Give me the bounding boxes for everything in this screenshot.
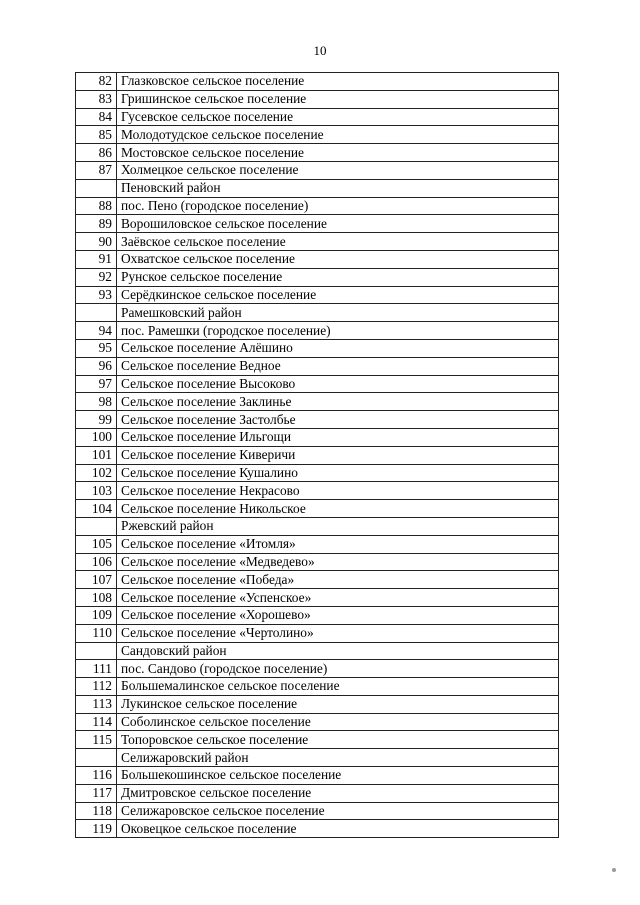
district-heading-row	[76, 749, 559, 767]
row-number: 88	[76, 197, 117, 215]
row-number: 86	[76, 144, 117, 162]
settlement-row	[76, 589, 559, 607]
row-number	[76, 517, 117, 535]
settlement-row	[76, 784, 559, 802]
settlement-row	[76, 802, 559, 820]
settlement-row	[76, 624, 559, 642]
row-number: 96	[76, 357, 117, 375]
settlements-table-body	[76, 73, 559, 838]
settlement-name: Рунское сельское поселение	[117, 268, 559, 286]
settlements-table	[75, 72, 559, 838]
settlement-name: Лукинское сельское поселение	[117, 695, 559, 713]
settlement-row	[76, 660, 559, 678]
row-number: 98	[76, 393, 117, 411]
row-number: 83	[76, 90, 117, 108]
row-number: 95	[76, 339, 117, 357]
settlement-row	[76, 322, 559, 340]
settlement-row	[76, 108, 559, 126]
settlement-name: Селижаровское сельское поселение	[117, 802, 559, 820]
row-number: 106	[76, 553, 117, 571]
settlement-name: Оковецкое сельское поселение	[117, 820, 559, 838]
settlement-name: Сельское поселение Заклинье	[117, 393, 559, 411]
row-number: 103	[76, 482, 117, 500]
row-number: 100	[76, 428, 117, 446]
settlement-row	[76, 695, 559, 713]
settlement-row	[76, 446, 559, 464]
district-name: Селижаровский район	[117, 749, 559, 767]
row-number: 117	[76, 784, 117, 802]
settlement-name: Сельское поселение «Хорошево»	[117, 606, 559, 624]
settlement-name: Сельское поселение «Медведево»	[117, 553, 559, 571]
row-number: 92	[76, 268, 117, 286]
settlement-name: Серёдкинское сельское поселение	[117, 286, 559, 304]
settlement-name: Охватское сельское поселение	[117, 250, 559, 268]
settlement-row	[76, 713, 559, 731]
row-number: 91	[76, 250, 117, 268]
district-name: Пеновский район	[117, 179, 559, 197]
settlement-name: Дмитровское сельское поселение	[117, 784, 559, 802]
settlement-row	[76, 90, 559, 108]
settlement-name: Гусевское сельское поселение	[117, 108, 559, 126]
district-heading-row	[76, 179, 559, 197]
settlement-row	[76, 767, 559, 785]
row-number: 87	[76, 161, 117, 179]
row-number: 90	[76, 233, 117, 251]
settlement-name: Большекошинское сельское поселение	[117, 767, 559, 785]
settlement-name: Сельское поселение Алёшино	[117, 339, 559, 357]
settlement-name: Сельское поселение «Чертолино»	[117, 624, 559, 642]
settlement-name: Топоровское сельское поселение	[117, 731, 559, 749]
row-number: 104	[76, 500, 117, 518]
settlement-name: Сельское поселение Застолбье	[117, 411, 559, 429]
settlement-name: Сельское поселение Кушалино	[117, 464, 559, 482]
settlement-name: Соболинское сельское поселение	[117, 713, 559, 731]
settlement-row	[76, 571, 559, 589]
row-number: 110	[76, 624, 117, 642]
settlement-name: Сельское поселение Ильгощи	[117, 428, 559, 446]
settlement-row	[76, 357, 559, 375]
row-number: 105	[76, 535, 117, 553]
settlement-name: Сельское поселение Киверичи	[117, 446, 559, 464]
settlement-name: Сельское поселение Никольское	[117, 500, 559, 518]
settlement-row	[76, 500, 559, 518]
settlement-name: Заёвское сельское поселение	[117, 233, 559, 251]
settlement-name: Сельское поселение Ведное	[117, 357, 559, 375]
settlement-row	[76, 73, 559, 91]
row-number: 116	[76, 767, 117, 785]
row-number: 113	[76, 695, 117, 713]
row-number	[76, 642, 117, 660]
district-heading-row	[76, 517, 559, 535]
settlement-row	[76, 375, 559, 393]
settlement-name: пос. Рамешки (городское поселение)	[117, 322, 559, 340]
row-number: 89	[76, 215, 117, 233]
page-number: 10	[313, 43, 327, 58]
district-name: Сандовский район	[117, 642, 559, 660]
settlement-row	[76, 286, 559, 304]
district-name: Ржевский район	[117, 517, 559, 535]
settlement-name: Сельское поселение Некрасово	[117, 482, 559, 500]
settlement-row	[76, 161, 559, 179]
row-number: 112	[76, 678, 117, 696]
settlement-row	[76, 428, 559, 446]
row-number: 97	[76, 375, 117, 393]
settlement-name: Сельское поселение Высоково	[117, 375, 559, 393]
settlement-row	[76, 464, 559, 482]
district-heading-row	[76, 304, 559, 322]
settlement-name: Молодотудское сельское поселение	[117, 126, 559, 144]
settlement-row	[76, 215, 559, 233]
row-number: 119	[76, 820, 117, 838]
settlement-row	[76, 250, 559, 268]
settlement-name: Сельское поселение «Итомля»	[117, 535, 559, 553]
settlement-name: Сельское поселение «Успенское»	[117, 589, 559, 607]
settlement-row	[76, 339, 559, 357]
settlement-row	[76, 268, 559, 286]
settlement-row	[76, 553, 559, 571]
row-number: 101	[76, 446, 117, 464]
settlement-row	[76, 197, 559, 215]
scan-artifact-dot	[612, 868, 616, 872]
row-number: 93	[76, 286, 117, 304]
district-name: Рамешковский район	[117, 304, 559, 322]
settlement-name: Мостовское сельское поселение	[117, 144, 559, 162]
row-number: 94	[76, 322, 117, 340]
settlement-row	[76, 393, 559, 411]
settlement-name: пос. Сандово (городское поселение)	[117, 660, 559, 678]
settlement-row	[76, 126, 559, 144]
row-number: 99	[76, 411, 117, 429]
row-number: 109	[76, 606, 117, 624]
settlement-name: Глазковское сельское поселение	[117, 73, 559, 91]
settlement-name: Гришинское сельское поселение	[117, 90, 559, 108]
settlement-row	[76, 678, 559, 696]
row-number: 115	[76, 731, 117, 749]
row-number: 84	[76, 108, 117, 126]
row-number: 108	[76, 589, 117, 607]
row-number	[76, 304, 117, 322]
settlement-name: Большемалинское сельское поселение	[117, 678, 559, 696]
row-number	[76, 749, 117, 767]
settlement-row	[76, 535, 559, 553]
row-number: 85	[76, 126, 117, 144]
settlement-row	[76, 731, 559, 749]
settlement-row	[76, 411, 559, 429]
settlement-name: Холмецкое сельское поселение	[117, 161, 559, 179]
row-number: 82	[76, 73, 117, 91]
row-number: 118	[76, 802, 117, 820]
row-number: 107	[76, 571, 117, 589]
row-number: 111	[76, 660, 117, 678]
settlement-name: пос. Пено (городское поселение)	[117, 197, 559, 215]
settlement-row	[76, 606, 559, 624]
row-number	[76, 179, 117, 197]
settlement-name: Сельское поселение «Победа»	[117, 571, 559, 589]
settlement-row	[76, 233, 559, 251]
settlement-row	[76, 144, 559, 162]
district-heading-row	[76, 642, 559, 660]
row-number: 102	[76, 464, 117, 482]
row-number: 114	[76, 713, 117, 731]
settlement-row	[76, 820, 559, 838]
settlement-name: Ворошиловское сельское поселение	[117, 215, 559, 233]
settlement-row	[76, 482, 559, 500]
